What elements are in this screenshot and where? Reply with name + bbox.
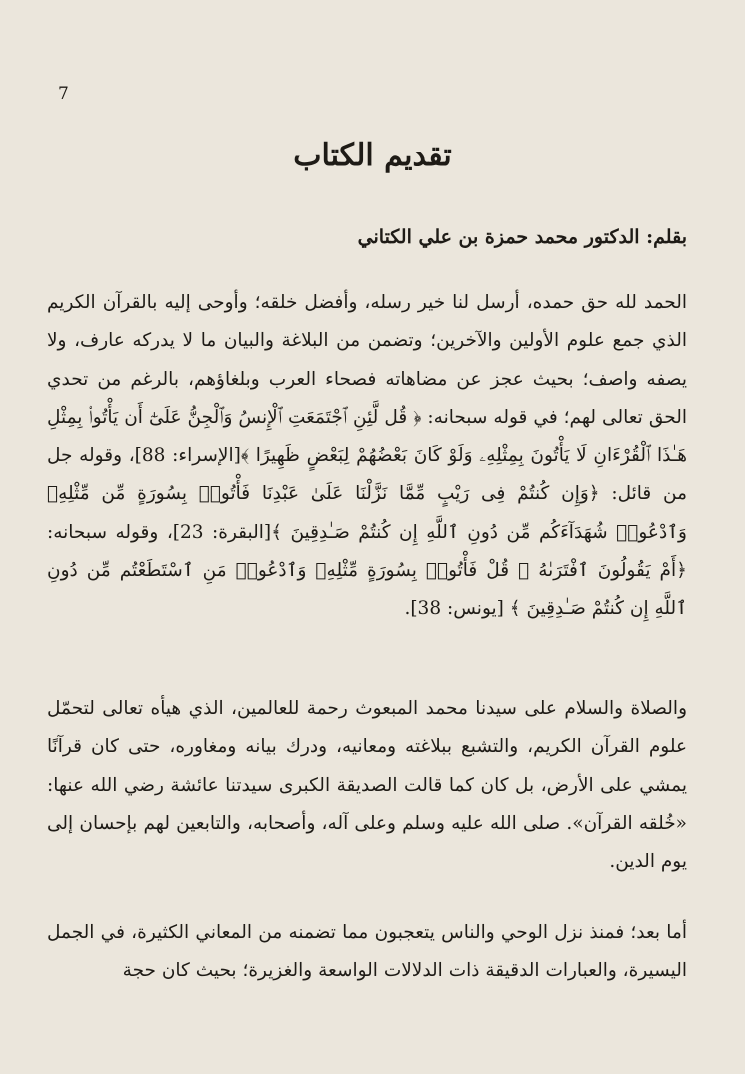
paragraph-text: والصلاة والسلام على سيدنا محمد المبعوث رحمة للعالمين، الذي هيأه تعالى لتحمّل علوم القرآن الكريم، والتشبع ببلاغته ومعانيه، ودرك بيانه ومغاوره، حتى كان قرآنًا يمشي على الأرض، بل كان كما قالت الصديقة الكبرى سيدتنا عائشة رضي الله عنها: «خُلقه القرآن». صلى الله عليه وسلم وعلى آله، وأصحابه، والتابعين لهم بإحسان إلى يوم الدين. <box>47 698 687 873</box>
page-number: 7 <box>58 84 69 104</box>
paragraph-text: أما بعد؛ فمنذ نزل الوحي والناس يتعجبون مما تضمنه من المعاني الكثيرة، في الجمل اليسيرة، والعبارات الدقيقة ذات الدلالات الواسعة والغزيرة؛ بحيث كان حجة <box>47 922 687 982</box>
paragraph-1 <box>47 284 687 629</box>
author-line: بقلم: الدكتور محمد حمزة بن علي الكتاني <box>357 226 687 248</box>
paragraph-2 <box>47 690 687 881</box>
paragraph-3 <box>47 914 687 991</box>
page-title: تقديم الكتاب <box>293 138 452 173</box>
paragraph-text: الحمد لله حق حمده، أرسل لنا خير رسله، وأفضل خلقه؛ وأوحى إليه بالقرآن الكريم الذي جمع علوم الأولين والآخرين؛ وتضمن من البلاغة والبيان ما لا يدركه عارف، ولا يصفه واصف؛ بحيث عجز عن مضاهاته فصحاء العرب وبلغاؤهم، بالرغم من تحدي الحق تعالى لهم؛ في قوله سبحانه: ﴿ قُل لَّئِنِ ٱجْتَمَعَتِ ٱلْإِنسُ وَٱلْجِنُّ عَلَىٰٓ أَن يَأْتُوا۟ بِمِثْلِ هَـٰذَا ٱلْقُرْءَانِ لَا يَأْتُونَ بِمِثْلِهِۦ وَلَوْ كَانَ بَعْضُهُمْ لِبَعْضٍ ظَهِيرًا ﴾[الإسراء: 88]، وقوله جل من قائل: ﴿وَإِن كُنتُمْ فِى رَيْبٍ مِّمَّا نَزَّلْنَا عَلَىٰ عَبْدِنَا فَأْتُوا۟ بِسُورَةٍ مِّن مِّثْلِهِۦ وَٱدْعُوا۟ شُهَدَآءَكُم مِّن دُونِ ٱللَّهِ إِن كُنتُمْ صَـٰدِقِينَ ﴾[البقرة: 23]، وقوله سبحانه: ﴿أَمْ يَقُولُونَ ٱفْتَرَىٰهُ ۖ قُلْ فَأْتُوا۟ بِسُورَةٍ مِّثْلِهِۦ وَٱدْعُوا۟ مَنِ ٱسْتَطَعْتُم مِّن دُونِ ٱللَّهِ إِن كُنتُمْ صَـٰدِقِينَ ﴾ [يونس: 38]. <box>47 292 687 620</box>
